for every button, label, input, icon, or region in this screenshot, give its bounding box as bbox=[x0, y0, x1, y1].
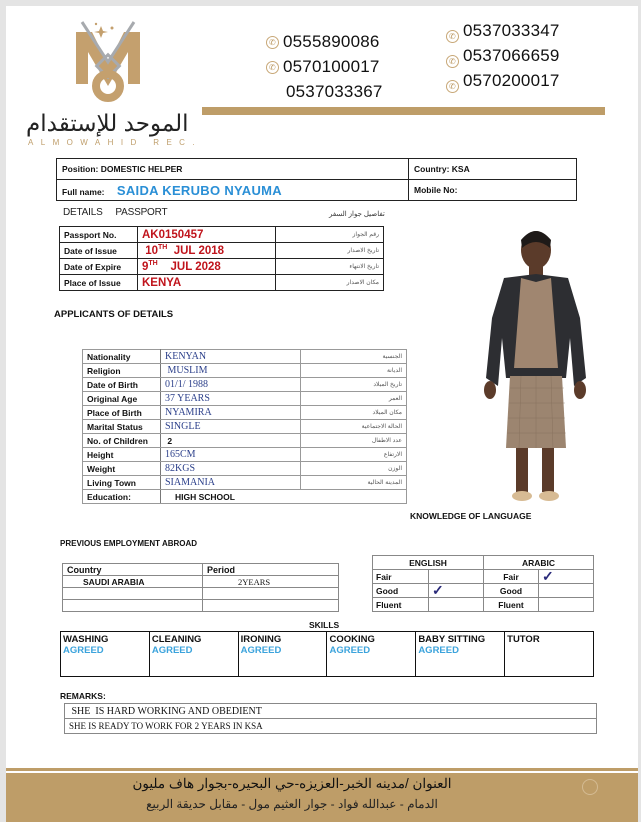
phone-number: 0537066659 bbox=[463, 45, 560, 65]
phone-icon: ✆ bbox=[446, 80, 459, 93]
phone-entry[interactable] bbox=[446, 68, 560, 93]
phone-entry[interactable] bbox=[286, 82, 383, 102]
arabic-good-check[interactable] bbox=[539, 584, 594, 598]
position-cell: Position: DOMESTIC HELPER bbox=[57, 159, 409, 180]
applicant-section-title: APPLICANTS OF DETAILS bbox=[54, 309, 174, 320]
check-icon: ✓ bbox=[542, 567, 554, 584]
phone-icon: ✆ bbox=[446, 55, 459, 68]
phone-entry[interactable] bbox=[446, 43, 560, 68]
fullname-value: SAIDA KERUBO NYAUMA bbox=[116, 182, 282, 198]
table-row: Religion MUSLIM الديانة bbox=[83, 364, 407, 378]
arabic-fair-check[interactable] bbox=[539, 567, 594, 584]
table-row: Education: HIGH SCHOOL bbox=[83, 490, 407, 504]
cv-page bbox=[6, 6, 638, 822]
table-row: Date of Birth 01/1/ 1988 تاريخ الميلاد bbox=[83, 378, 407, 392]
applicant-table bbox=[82, 349, 407, 504]
skills-section-title: SKILLS bbox=[309, 620, 340, 630]
applicant-photo bbox=[476, 218, 596, 508]
skills-table bbox=[60, 631, 594, 677]
footer-address-line1: العنوان /مدينه الخبر-العزيزه-حي البحيره-بجوار هاف مليون bbox=[132, 776, 452, 791]
table-row bbox=[65, 704, 597, 719]
remark-line: SHE IS READY TO WORK FOR 2 YEARS IN KSA bbox=[65, 719, 597, 734]
phone-icon: ✆ bbox=[266, 36, 279, 49]
skill-cell: CLEANING AGREED bbox=[149, 632, 238, 677]
company-name-arabic: الموحد للإستقدام bbox=[26, 110, 189, 136]
employment-section-title: PREVIOUS EMPLOYMENT ABROAD bbox=[60, 539, 198, 548]
phone-number: 0537033347 bbox=[463, 20, 560, 40]
phone-icon: ✆ bbox=[446, 30, 459, 43]
phone-number: 0570100017 bbox=[283, 57, 380, 76]
table-row: Weight 82KGS الوزن bbox=[83, 462, 407, 476]
remarks-table bbox=[64, 703, 597, 734]
skill-cell: WASHING AGREED bbox=[61, 632, 150, 677]
employment-table bbox=[62, 563, 339, 612]
table-row: Fluent Fluent bbox=[373, 598, 594, 612]
table-row: Height 165CM الارتفاع bbox=[83, 448, 407, 462]
passport-section-title: DETAILS PASSPORT bbox=[63, 207, 168, 218]
passport-section-title-arabic: تفاصيل جواز السفر bbox=[329, 211, 385, 218]
phone-entry[interactable] bbox=[266, 57, 380, 77]
country-value: KSA bbox=[451, 164, 470, 174]
table-row: Date of Issue 10TH JUL 2018 تاريخ الاصدار bbox=[60, 243, 384, 259]
country-cell: Country: KSA bbox=[409, 159, 577, 180]
header-divider bbox=[202, 107, 605, 115]
phone-icon: ✆ bbox=[266, 61, 279, 74]
table-row: SAUDI ARABIA 2YEARS bbox=[63, 576, 339, 588]
table-row bbox=[61, 632, 594, 677]
table-row: Date of Expire 9TH JUL 2028 تاريخ الانتهاء bbox=[60, 259, 384, 275]
table-row: Living Town SIAMANIA المدينة الحالية bbox=[83, 476, 407, 490]
table-row: Place of Issue KENYA مكان الاصدار bbox=[60, 275, 384, 291]
skill-cell: IRONING AGREED bbox=[238, 632, 327, 677]
table-row: Country Period bbox=[63, 564, 339, 576]
remarks-title: REMARKS: bbox=[60, 691, 106, 701]
table-row bbox=[65, 719, 597, 734]
skill-cell: COOKING AGREED bbox=[327, 632, 416, 677]
table-row: Nationality KENYAN الجنسية bbox=[83, 350, 407, 364]
table-row: Good ✓ Good bbox=[373, 584, 594, 598]
table-row: Place of Birth NYAMIRA مكان الميلاد bbox=[83, 406, 407, 420]
company-name-english: ALMOWAHID REC. bbox=[28, 138, 202, 147]
table-row: Original Age 37 YEARS العمر bbox=[83, 392, 407, 406]
english-good-check[interactable] bbox=[429, 581, 484, 598]
check-icon: ✓ bbox=[432, 581, 444, 598]
table-row: Marital Status SINGLE الحالة الاجتماعية bbox=[83, 420, 407, 434]
footer-address-line2: الدمام - عبدالله فواد - جوار العثيم مول - مقابل حديقة الربيع bbox=[146, 797, 438, 811]
english-fluent-check[interactable] bbox=[429, 598, 484, 612]
education-value: HIGH SCHOOL bbox=[161, 490, 407, 504]
fullname-cell: Full name: SAIDA KERUBO NYAUMA bbox=[57, 180, 409, 201]
position-table bbox=[56, 158, 577, 201]
table-row bbox=[63, 588, 339, 600]
table-row: Passport No. AK0150457 رقم الجواز bbox=[60, 227, 384, 243]
arabic-fluent-check[interactable] bbox=[539, 598, 594, 612]
table-row: Fair Fair ✓ bbox=[373, 570, 594, 584]
arabic-header: ARABIC bbox=[484, 556, 594, 570]
mobile-cell: Mobile No: bbox=[409, 180, 577, 201]
skill-cell: BABY SITTING AGREED bbox=[416, 632, 505, 677]
table-row bbox=[373, 556, 594, 570]
skill-cell: TUTOR bbox=[505, 632, 594, 677]
table-row: No. of Children 2 عدد الاطفال bbox=[83, 434, 407, 448]
phone-number: 0555890086 bbox=[283, 32, 380, 51]
phone-entry[interactable] bbox=[446, 18, 560, 43]
footer-divider bbox=[6, 768, 638, 771]
remark-line: SHE IS HARD WORKING AND OBEDIENT bbox=[65, 704, 597, 719]
table-row bbox=[63, 600, 339, 612]
company-logo-icon bbox=[68, 14, 148, 110]
english-header: ENGLISH bbox=[373, 556, 484, 570]
passport-table bbox=[59, 226, 384, 291]
language-table bbox=[372, 555, 594, 612]
phone-number: 0570200017 bbox=[463, 70, 560, 90]
position-value: DOMESTIC HELPER bbox=[100, 164, 183, 174]
language-section-title: KNOWLEDGE OF LANGUAGE bbox=[410, 511, 532, 521]
location-icon bbox=[582, 779, 598, 795]
phone-number: 0537033367 bbox=[286, 82, 383, 101]
phone-entry[interactable] bbox=[266, 32, 380, 52]
